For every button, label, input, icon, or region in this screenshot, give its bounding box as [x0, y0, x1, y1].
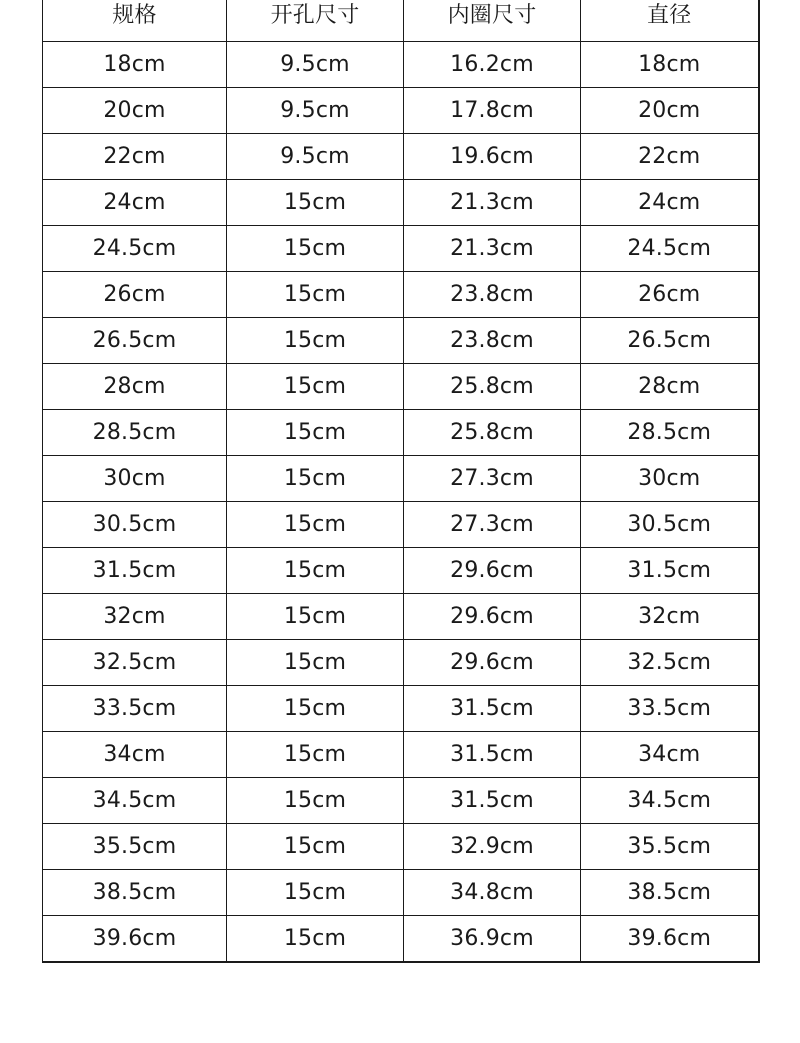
- size-table: [42, 0, 760, 963]
- table-cell: 30.5cm: [43, 502, 227, 548]
- table-cell: 38.5cm: [43, 870, 227, 916]
- table-row: [43, 318, 759, 364]
- table-cell: 15cm: [227, 686, 404, 732]
- table-cell: 15cm: [227, 318, 404, 364]
- table-cell: 29.6cm: [404, 640, 581, 686]
- table-cell: 34.5cm: [43, 778, 227, 824]
- table-cell: 15cm: [227, 502, 404, 548]
- table-cell: 28.5cm: [43, 410, 227, 456]
- table-cell: 15cm: [227, 870, 404, 916]
- table-row: [43, 42, 759, 88]
- table-row: [43, 548, 759, 594]
- table-cell: 9.5cm: [227, 42, 404, 88]
- table-cell: 24cm: [43, 180, 227, 226]
- table-cell: 15cm: [227, 594, 404, 640]
- table-cell: 29.6cm: [404, 594, 581, 640]
- table-cell: 27.3cm: [404, 502, 581, 548]
- table-cell: 28.5cm: [581, 410, 759, 456]
- table-cell: 39.6cm: [581, 916, 759, 963]
- table-cell: 34.5cm: [581, 778, 759, 824]
- column-header: 直径: [581, 0, 759, 42]
- column-header: 内圈尺寸: [404, 0, 581, 42]
- table-row: [43, 916, 759, 963]
- table-cell: 15cm: [227, 548, 404, 594]
- table-cell: 16.2cm: [404, 42, 581, 88]
- table-cell: 15cm: [227, 226, 404, 272]
- table-cell: 30cm: [581, 456, 759, 502]
- table-cell: 32.9cm: [404, 824, 581, 870]
- table-cell: 31.5cm: [404, 732, 581, 778]
- table-cell: 30cm: [43, 456, 227, 502]
- table-cell: 28cm: [43, 364, 227, 410]
- table-cell: 36.9cm: [404, 916, 581, 963]
- table-cell: 34.8cm: [404, 870, 581, 916]
- column-header: 规格: [43, 0, 227, 42]
- table-cell: 31.5cm: [43, 548, 227, 594]
- table-header: [43, 0, 759, 42]
- table-body: [43, 42, 759, 963]
- column-header: 开孔尺寸: [227, 0, 404, 42]
- table-row: [43, 778, 759, 824]
- table-cell: 24.5cm: [581, 226, 759, 272]
- table-row: [43, 88, 759, 134]
- table-row: [43, 870, 759, 916]
- table-cell: 22cm: [43, 134, 227, 180]
- table-cell: 24cm: [581, 180, 759, 226]
- table-cell: 23.8cm: [404, 318, 581, 364]
- table-row: [43, 824, 759, 870]
- table-cell: 23.8cm: [404, 272, 581, 318]
- table-row: [43, 272, 759, 318]
- table-cell: 26cm: [581, 272, 759, 318]
- table-row: [43, 410, 759, 456]
- table-cell: 26cm: [43, 272, 227, 318]
- table-cell: 35.5cm: [581, 824, 759, 870]
- table-cell: 29.6cm: [404, 548, 581, 594]
- table-cell: 39.6cm: [43, 916, 227, 963]
- table-row: [43, 134, 759, 180]
- table-row: [43, 502, 759, 548]
- table-row: [43, 364, 759, 410]
- table-row: [43, 456, 759, 502]
- table-row: [43, 686, 759, 732]
- table-cell: 9.5cm: [227, 134, 404, 180]
- table-cell: 27.3cm: [404, 456, 581, 502]
- table-cell: 25.8cm: [404, 364, 581, 410]
- table-cell: 38.5cm: [581, 870, 759, 916]
- table-cell: 31.5cm: [404, 686, 581, 732]
- table-row: [43, 180, 759, 226]
- table-cell: 21.3cm: [404, 180, 581, 226]
- table-cell: 26.5cm: [581, 318, 759, 364]
- table-cell: 31.5cm: [581, 548, 759, 594]
- table-row: [43, 640, 759, 686]
- table-cell: 32.5cm: [43, 640, 227, 686]
- table-cell: 15cm: [227, 732, 404, 778]
- table-header-row: [43, 0, 759, 42]
- table-row: [43, 594, 759, 640]
- table-cell: 25.8cm: [404, 410, 581, 456]
- table-cell: 22cm: [581, 134, 759, 180]
- table-cell: 15cm: [227, 916, 404, 963]
- table-cell: 15cm: [227, 778, 404, 824]
- table-row: [43, 226, 759, 272]
- table-cell: 18cm: [581, 42, 759, 88]
- table-cell: 35.5cm: [43, 824, 227, 870]
- table-row: [43, 732, 759, 778]
- table-cell: 19.6cm: [404, 134, 581, 180]
- table-cell: 34cm: [581, 732, 759, 778]
- table-cell: 15cm: [227, 640, 404, 686]
- table-cell: 31.5cm: [404, 778, 581, 824]
- table-cell: 9.5cm: [227, 88, 404, 134]
- table-cell: 26.5cm: [43, 318, 227, 364]
- table-cell: 15cm: [227, 272, 404, 318]
- table-cell: 32cm: [43, 594, 227, 640]
- table-cell: 21.3cm: [404, 226, 581, 272]
- table-cell: 34cm: [43, 732, 227, 778]
- table-cell: 17.8cm: [404, 88, 581, 134]
- table-cell: 15cm: [227, 824, 404, 870]
- table-cell: 15cm: [227, 410, 404, 456]
- table-cell: 33.5cm: [581, 686, 759, 732]
- table-cell: 15cm: [227, 180, 404, 226]
- table-cell: 20cm: [581, 88, 759, 134]
- table-cell: 32cm: [581, 594, 759, 640]
- table-cell: 20cm: [43, 88, 227, 134]
- table-cell: 18cm: [43, 42, 227, 88]
- table-cell: 24.5cm: [43, 226, 227, 272]
- table-cell: 32.5cm: [581, 640, 759, 686]
- table-cell: 28cm: [581, 364, 759, 410]
- table-cell: 15cm: [227, 456, 404, 502]
- table-cell: 33.5cm: [43, 686, 227, 732]
- table-cell: 30.5cm: [581, 502, 759, 548]
- table-cell: 15cm: [227, 364, 404, 410]
